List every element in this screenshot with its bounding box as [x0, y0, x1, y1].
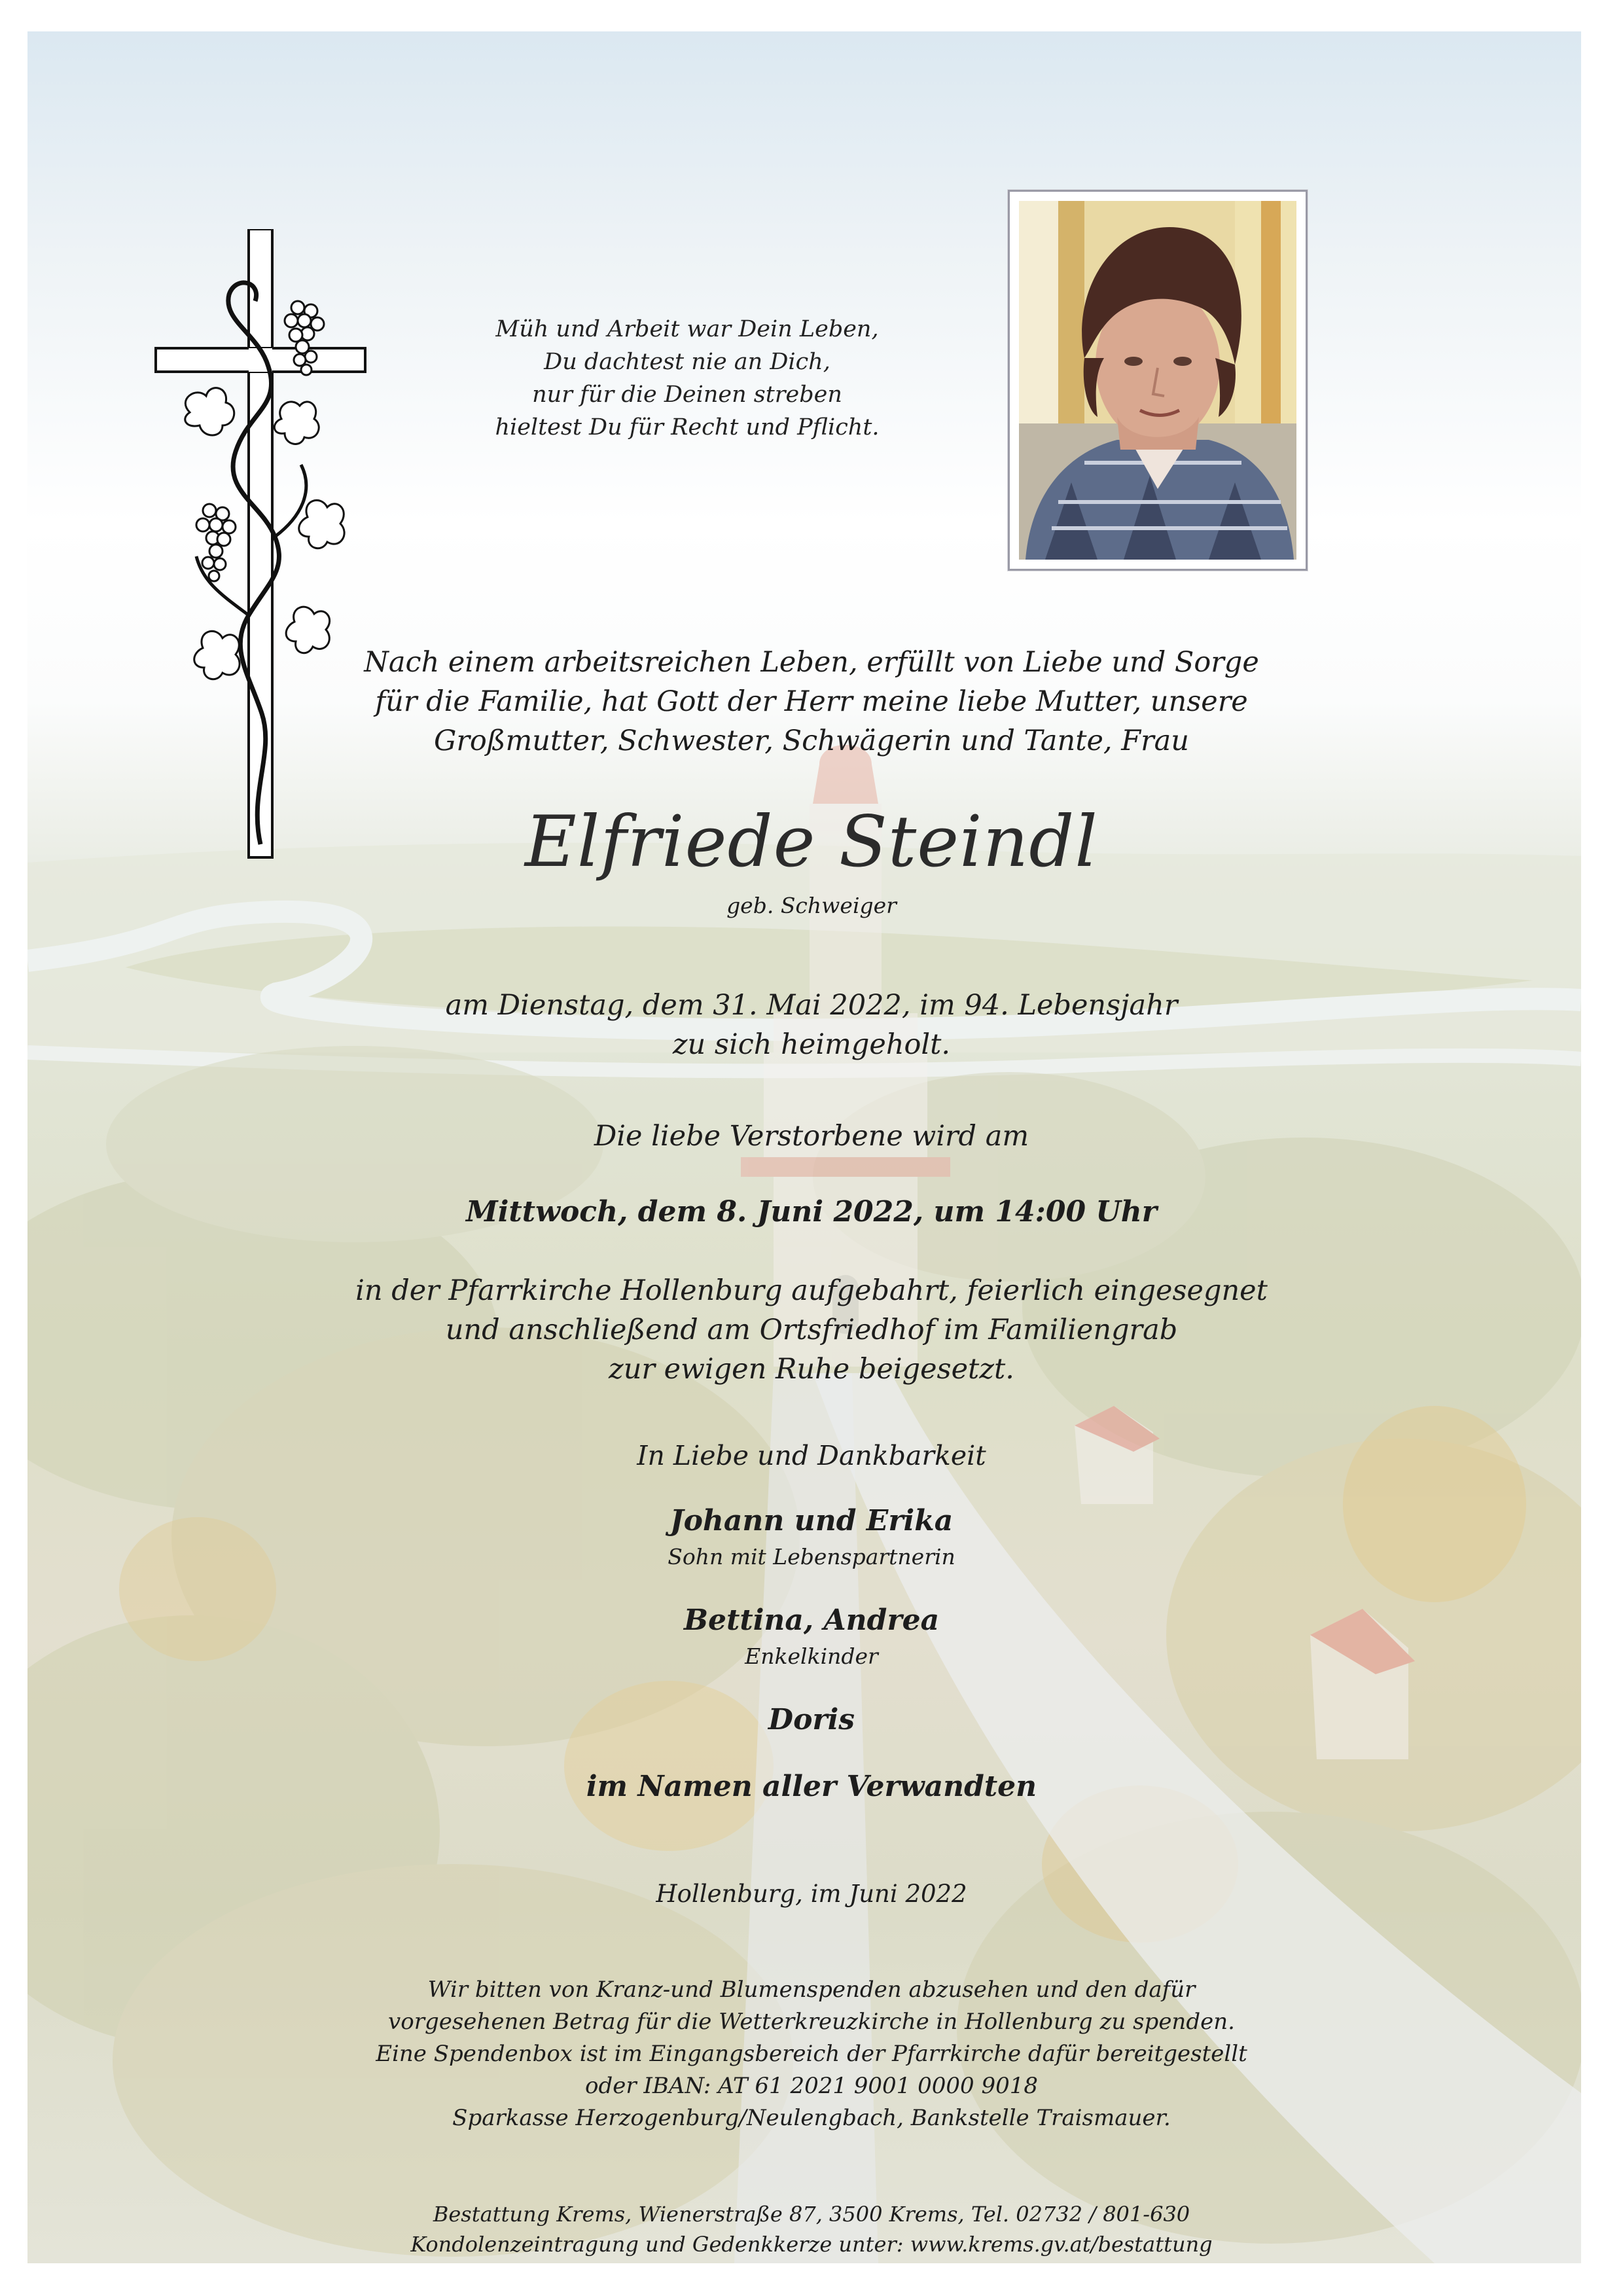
- place-line: in der Pfarrkirche Hollenburg aufgebahrt, feierlich eingesegnet: [355, 1274, 1268, 1307]
- mourner-name: im Namen aller Verwandten: [586, 1770, 1037, 1803]
- mourner-relation: Sohn mit Lebenspartnerin: [668, 1544, 955, 1570]
- place-and-date: Hollenburg, im Juni 2022: [656, 1880, 967, 1908]
- donation-line: Wir bitten von Kranz-und Blumenspenden abzusehen und den dafür: [427, 1977, 1196, 2003]
- mourner-name: Doris: [768, 1703, 855, 1736]
- motto-line: nur für die Deinen streben: [532, 382, 842, 408]
- mourner-name: Johann und Erika: [669, 1504, 954, 1537]
- footer-line: Kondolenzeintragung und Gedenkkerze unter: www.krems.gv.at/bestattung: [410, 2232, 1213, 2257]
- birth-name: geb. Schweiger: [726, 893, 897, 918]
- funeral-place: [0, 1271, 1623, 1389]
- donation-line: vorgesehenen Betrag für die Wetterkreuzkirche in Hollenburg zu spenden.: [388, 2009, 1235, 2035]
- portrait-photo: [1019, 201, 1296, 560]
- viewing-intro: Die liebe Verstorbene wird am: [594, 1120, 1029, 1153]
- mourner-relation: Enkelkinder: [745, 1643, 878, 1669]
- motto-line: hieltest Du für Recht und Pflicht.: [495, 414, 880, 440]
- motto-line: Müh und Arbeit war Dein Leben,: [495, 316, 879, 342]
- funeral-home-footer: [0, 2199, 1623, 2259]
- donation-line: Eine Spendenbox ist im Eingangsbereich der Pfarrkirche dafür bereitgestellt: [376, 2041, 1247, 2067]
- place-line: und anschließend am Ortsfriedhof im Familiengrab: [445, 1314, 1178, 1346]
- intro-line: Nach einem arbeitsreichen Leben, erfüllt von Liebe und Sorge: [364, 646, 1259, 679]
- funeral-datetime: Mittwoch, dem 8. Juni 2022, um 14:00 Uhr: [466, 1195, 1157, 1229]
- deceased-name: Elfriede Steindl: [525, 801, 1098, 883]
- death-notice: [0, 986, 1623, 1064]
- donation-line: Sparkasse Herzogenburg/Neulengbach, Bankstelle Traismauer.: [452, 2105, 1171, 2131]
- death-line: am Dienstag, dem 31. Mai 2022, im 94. Lebensjahr: [445, 989, 1178, 1022]
- death-line: zu sich heimgeholt.: [672, 1028, 951, 1061]
- cross-with-vine-icon: [151, 229, 373, 867]
- intro-line: Großmutter, Schwester, Schwägerin und Tante, Frau: [434, 725, 1189, 757]
- motto-verse: [406, 313, 969, 444]
- portrait-photo-frame: [1008, 190, 1308, 571]
- intro-text: [0, 643, 1623, 761]
- motto-line: Du dachtest nie an Dich,: [544, 349, 830, 375]
- intro-line: für die Familie, hat Gott der Herr meine liebe Mutter, unsere: [375, 685, 1248, 718]
- footer-line: Bestattung Krems, Wienerstraße 87, 3500 Krems, Tel. 02732 / 801-630: [433, 2202, 1190, 2227]
- place-line: zur ewigen Ruhe beigesetzt.: [609, 1353, 1014, 1386]
- thanks-line: In Liebe und Dankbarkeit: [637, 1440, 986, 1471]
- donation-notice: [0, 1974, 1623, 2134]
- mourner-name: Bettina, Andrea: [683, 1604, 940, 1637]
- donation-line: oder IBAN: AT 61 2021 9001 0000 9018: [585, 2073, 1038, 2099]
